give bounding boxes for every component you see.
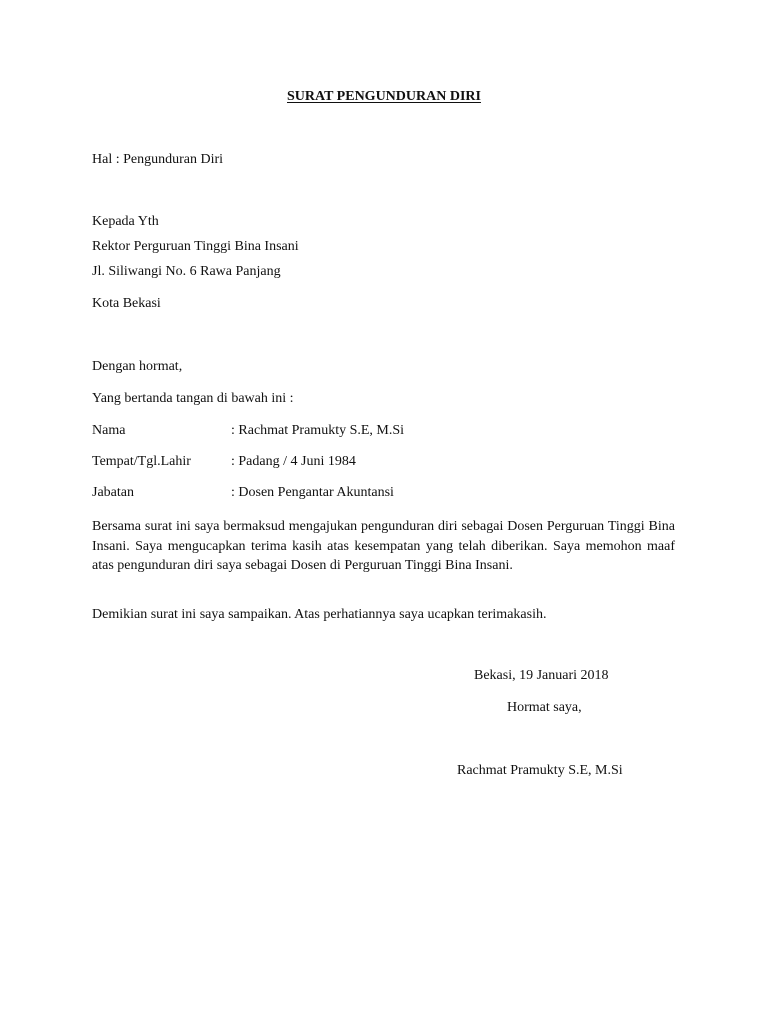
body-paragraph: Bersama surat ini saya bermaksud mengajukan pengunduran diri sebagai Dosen Perguruan Tinggi Bina Insani. Saya mengucapkan terima kasih atas kesempatan yang telah diberikan. Saya memohon maaf atas pengunduran diri saya sebagai Dosen di Perguruan Tinggi Bina Insani. bbox=[92, 519, 675, 573]
intro-text: Yang bertanda tangan di bawah ini : bbox=[92, 391, 294, 406]
recipient-city: Kota Bekasi bbox=[92, 296, 161, 311]
greeting: Dengan hormat, bbox=[92, 359, 183, 374]
place-date: Bekasi, 19 Januari 2018 bbox=[474, 668, 609, 683]
field-label-ttl: Tempat/Tgl.Lahir bbox=[92, 454, 191, 469]
field-value-ttl: : Padang / 4 Juni 1984 bbox=[231, 454, 356, 469]
letter-title: SURAT PENGUNDURAN DIRI bbox=[287, 89, 481, 104]
field-value-nama: : Rachmat Pramukty S.E, M.Si bbox=[231, 423, 405, 438]
field-value-jabatan: : Dosen Pengantar Akuntansi bbox=[231, 485, 394, 500]
closing-paragraph: Demikian surat ini saya sampaikan. Atas perhatiannya saya ucapkan terimakasih. bbox=[92, 607, 547, 622]
letter-subject: Hal : Pengunduran Diri bbox=[92, 152, 224, 167]
recipient-name: Rektor Perguruan Tinggi Bina Insani bbox=[92, 239, 299, 254]
regards-text: Hormat saya, bbox=[507, 700, 582, 715]
recipient-address: Jl. Siliwangi No. 6 Rawa Panjang bbox=[92, 264, 281, 279]
field-label-jabatan: Jabatan bbox=[92, 485, 134, 500]
recipient-salutation: Kepada Yth bbox=[92, 214, 159, 229]
field-label-nama: Nama bbox=[92, 423, 126, 438]
signatory-name: Rachmat Pramukty S.E, M.Si bbox=[457, 763, 623, 778]
